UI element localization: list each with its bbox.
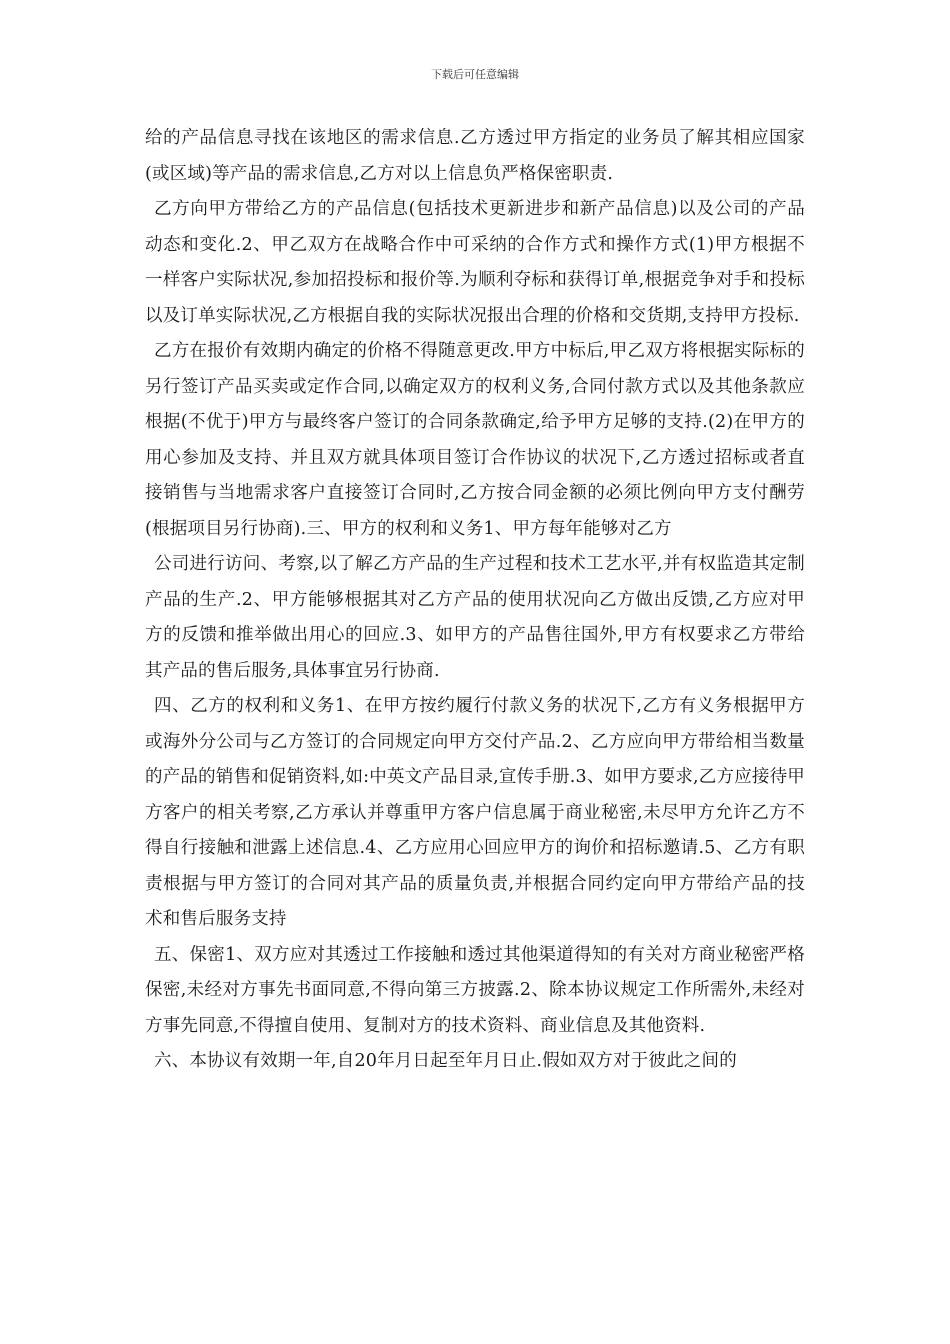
- paragraph: 四、乙方的权利和义务1、在甲方按约履行付款义务的状况下,乙方有义务根据甲方或海外分公司与乙方签订的合同规定向甲方交付产品.2、乙方应向甲方带给相当数量的产品的销售和促销资料,如:中英文产品目录,宣传手册.3、如甲方要求,乙方应接待甲方客户的相关考察,乙方承认并尊重甲方客户信息属于商业秘密,未尽甲方允许乙方不得自行接触和泄露上述信息.4、乙方应用心回应甲方的询价和招标邀请.5、乙方有职责根据与甲方签订的合同对其产品的质量负责,并根据合同约定向甲方带给产品的技术和售后服务支持: [145, 696, 805, 929]
- document-body: [145, 121, 805, 1080]
- paragraph: 公司进行访问、考察,以了解乙方产品的生产过程和技术工艺水平,并有权监造其定制产品的生产.2、甲方能够根据其对乙方产品的使用状况向乙方做出反馈,乙方应对甲方的反馈和推举做出用心的回应.3、如甲方的产品售往国外,甲方有权要求乙方带给其产品的售后服务,具体事宜另行协商.: [145, 554, 805, 681]
- paragraph: 六、本协议有效期一年,自20年月日起至年月日止.假如双方对于彼此之间的: [154, 1051, 737, 1071]
- paragraph: 给的产品信息寻找在该地区的需求信息.乙方透过甲方指定的业务员了解其相应国家(或区域)等产品的需求信息,乙方对以上信息负严格保密职责.: [145, 128, 805, 184]
- paragraph: 五、保密1、双方应对其透过工作接触和透过其他渠道得知的有关对方商业秘密严格保密,未经对方事先书面同意,不得向第三方披露.2、除本协议规定工作所需外,未经对方事先同意,不得擅自使用、复制对方的技术资料、商业信息及其他资料.: [145, 944, 805, 1036]
- page-header: 下载后可任意编辑: [431, 68, 519, 81]
- paragraph: 乙方在报价有效期内确定的价格不得随意更改.甲方中标后,甲乙双方将根据实际标的另行签订产品买卖或定作合同,以确定双方的权利义务,合同付款方式以及其他条款应根据(不优于)甲方与最终客户签订的合同条款确定,给予甲方足够的支持.(2)在甲方的用心参加及支持、并且双方就具体项目签订合作协议的状况下,乙方透过招标或者直接销售与当地需求客户直接签订合同时,乙方按合同金额的必须比例向甲方支付酬劳(根据项目另行协商).三、甲方的权利和义务1、甲方每年能够对乙方: [145, 341, 805, 539]
- paragraph: 乙方向甲方带给乙方的产品信息(包括技术更新进步和新产品信息)以及公司的产品动态和变化.2、甲乙双方在战略合作中可采纳的合作方式和操作方式(1)甲方根据不一样客户实际状况,参加招投标和报价等.为顺利夺标和获得订单,根据竞争对手和投标以及订单实际状况,乙方根据自我的实际状况报出合理的价格和交货期,支持甲方投标.: [145, 199, 805, 326]
